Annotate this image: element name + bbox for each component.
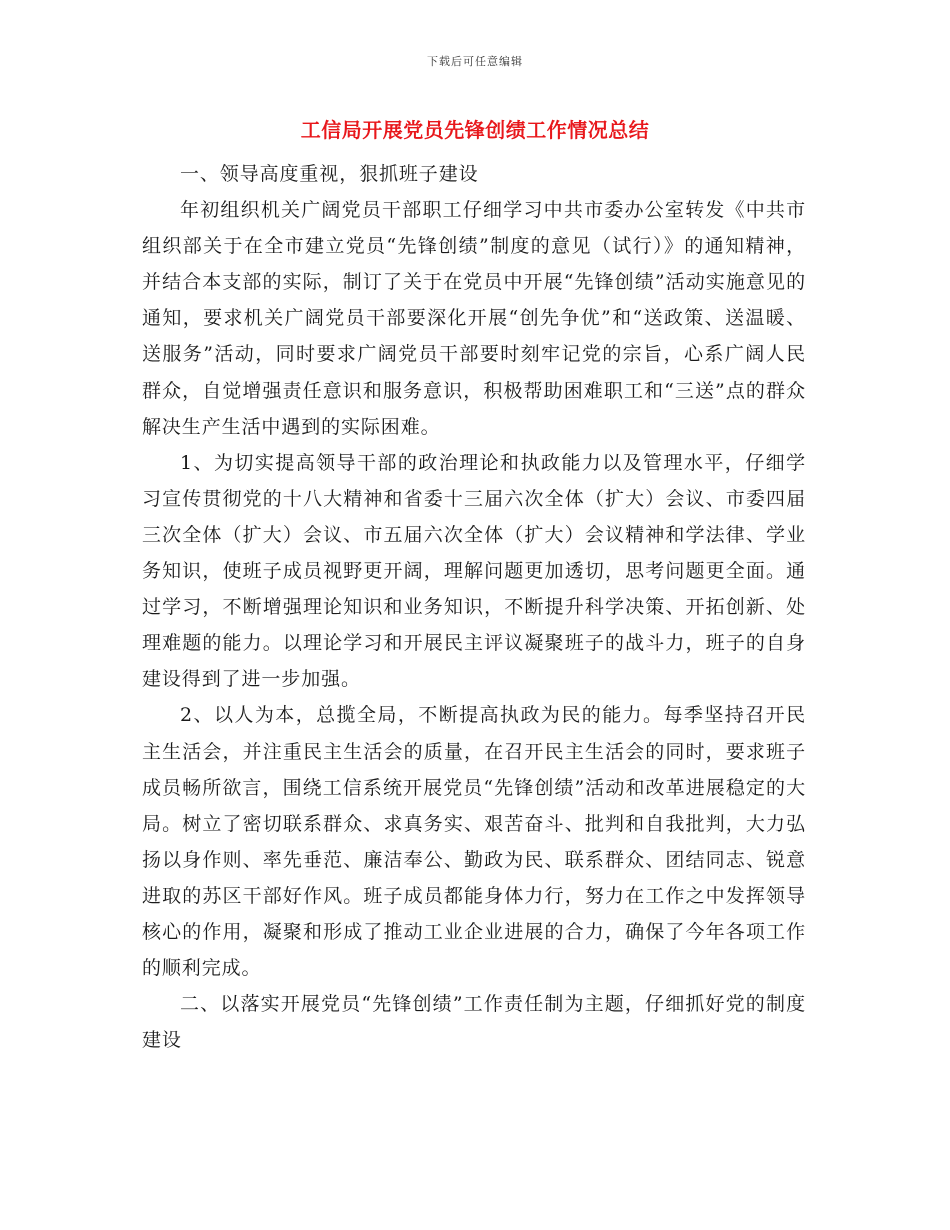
- document-title: 工信局开展党员先锋创绩工作情况总结: [300, 118, 650, 142]
- section-heading-1: 一、领导高度重视，狠抓班子建设: [180, 163, 479, 185]
- document-body: [142, 156, 806, 1058]
- paragraph-intro: 年初组织机关广阔党员干部职工仔细学习中共市委办公室转发《中共市组织部关于在全市建立党员“先锋创绩”制度的意见（试行）》的通知精神，并结合本支部的实际，制订了关于在党员中开展“先锋创绩”活动实施意见的通知，要求机关广阔党员干部要深化开展“创先争优”和“送政策、送温暖、送服务”活动，同时要求广阔党员干部要时刻牢记党的宗旨，心系广阔人民群众，自觉增强责任意识和服务意识，积极帮助困难职工和“三送”点的群众解决生产生活中遇到的实际困难。: [142, 199, 806, 438]
- section-heading-2: 二、以落实开展党员“先锋创绩”工作责任制为主题，仔细抓好党的制度建设: [142, 993, 806, 1052]
- page-header-note: 下载后可任意编辑: [427, 55, 523, 68]
- paragraph-item-2: 2、以人为本，总揽全局，不断提高执政为民的能力。每季坚持召开民主生活会，并注重民主生活会的质量，在召开民主生活会的同时，要求班子成员畅所欲言，围绕工信系统开展党员“先锋创绩”活动和改革进展稳定的大局。树立了密切联系群众、求真务实、艰苦奋斗、批判和自我批判，大力弘扬以身作则、率先垂范、廉洁奉公、勤政为民、联系群众、团结同志、锐意进取的苏区干部好作风。班子成员都能身体力行，努力在工作之中发挥领导核心的作用，凝聚和形成了推动工业企业进展的合力，确保了今年各项工作的顺利完成。: [142, 704, 806, 980]
- paragraph-item-1: 1、为切实提高领导干部的政治理论和执政能力以及管理水平，仔细学习宣传贯彻党的十八大精神和省委十三届六次全体（扩大）会议、市委四届三次全体（扩大）会议、市五届六次全体（扩大）会议精神和学法律、学业务知识，使班子成员视野更开阔，理解问题更加透切，思考问题更全面。通过学习，不断增强理论知识和业务知识，不断提升科学决策、开拓创新、处理难题的能力。以理论学习和开展民主评议凝聚班子的战斗力，班子的自身建设得到了进一步加强。: [142, 451, 806, 691]
